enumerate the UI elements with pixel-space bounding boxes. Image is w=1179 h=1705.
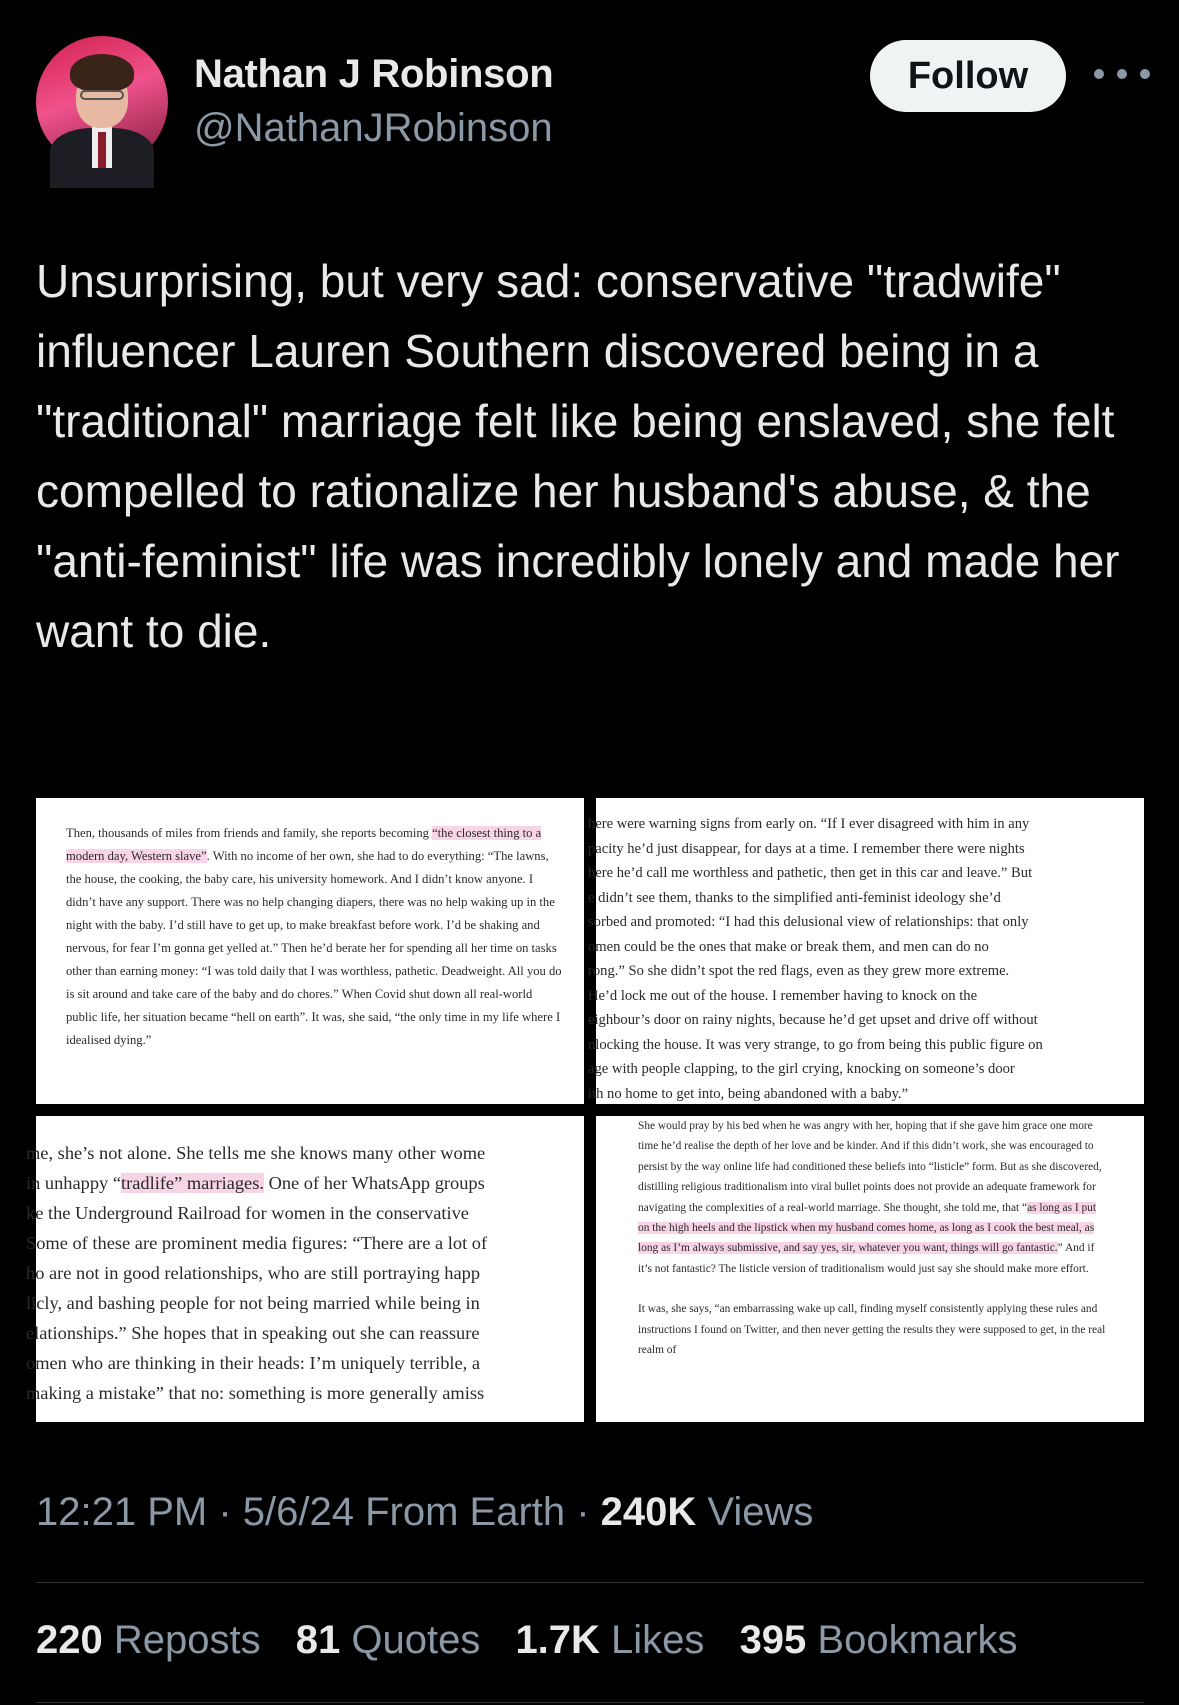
image-4-text: She would pray by his bed when he was angry with her, hoping that if she gave him grace one more time he’d realise the depth of her love and be kinder. And if this didn’t work, she was encouraged to persist by the way online life had conditioned these beliefs into “listicle” form. But as she discovered, distilling religious traditionalism into viral bullet points does not provide an adequate framework for navigating the complexities of a real-world marriage. She thought, she told me, that “as long as I put on the high heels and the lipstick when my husband comes home, as long as I cook the best meal, as long as I’m always submissive, and say yes, sir, whatever you want, things will go fantastic.” And if it’s not fantastic? The listicle version of traditionalism would just say she should make more effort. It was, she says, “an embarrassing wake up call, finding myself consistently applying these rules and instructions I found on Twitter, and then never getting the results they were supposed to get, in the real realm of	[638, 1120, 1106, 1357]
views-label: Views	[696, 1490, 814, 1534]
tweet-meta	[36, 1490, 813, 1535]
highlight: “the closest thing to a modern day, Western slave”	[66, 826, 542, 863]
quotes-stat[interactable]: 81 Quotes	[295, 1618, 481, 1662]
avatar[interactable]	[36, 36, 168, 168]
image-3-text: me, she’s not alone. She tells me she knows many other wome in unhappy “tradlife” marriages. One of her WhatsApp groups ke the Underground Railroad for women in the conservative Some of these are prominent media figures: “There are a lot of ho are not in good relationships, who are still portraying happ licly, and bashing people for not being married while being in elationships.” She hopes that in speaking out she can reassure omen who are thinking in their heads: I’m uniquely terrible, a making a mistake” that no: something is more generally amiss	[26, 1143, 488, 1403]
bookmarks-stat[interactable]: 395 Bookmarks	[739, 1618, 1018, 1662]
media-image-3[interactable]	[26, 1116, 584, 1422]
highlight: tradlife” marriages.	[121, 1173, 264, 1193]
media-image-2[interactable]	[588, 798, 1144, 1104]
more-options-icon[interactable]	[1094, 66, 1150, 82]
image-1-text: Then, thousands of miles from friends and family, she reports becoming “the closest thing to a modern day, Western slave”. With no income of her own, she had to do everything: “The lawns, the house, the cooking, the baby care, his university homework. And I didn’t know anyone. I didn’t have any support. There was no help changing diapers, there was no help waking up in the night with the baby. I’d still have to get up, to make breakfast before work. I’d be shaking and nervous, for fear I’m gonna get yelled at.” Then he’d berate her for spending all her time on tasks other than earning money: “I was told daily that I was worthless, pathetic. Deadweight. All you do is sit around and take care of the baby and do chores.” When Covid shut down all real-world public life, her situation became “hell on earth”. It was, she said, “the only time in my life where I idealised dying.”	[66, 826, 562, 1047]
author-handle[interactable]: @NathanJRobinson	[194, 106, 553, 150]
divider	[36, 1702, 1144, 1703]
engagement-stats	[36, 1618, 1041, 1663]
media-image-4[interactable]	[596, 1116, 1144, 1422]
highlight: as long as I put on the high heels and the lipstick when my husband comes home, as long as I cook the best meal, as long as I’m always submissive, and say yes, sir, whatever you want, things will go fantastic.	[638, 1201, 1097, 1255]
follow-button[interactable]: Follow	[870, 40, 1066, 112]
author-name[interactable]: Nathan J Robinson	[194, 52, 554, 96]
media-grid	[26, 798, 1144, 1422]
reposts-stat[interactable]: 220 Reposts	[36, 1618, 261, 1662]
media-image-1[interactable]	[36, 798, 584, 1104]
image-2-text: here were warning signs from early on. “If I ever disagreed with him in any pacity he’d just disappear, for days at a time. I remember there were nights here he’d call me worthless and pathetic, then get in this car and leave.” But e didn’t see them, thanks to the simplified anti-feminist ideology she’d sorbed and promoted: “I had this delusional view of relationships: that only omen could be the ones that make or break them, and men can do no rong.” So she didn’t spot the red flags, even as they grew more extreme. He’d lock me out of the house. I remember having to knock on the eighbour’s door on rainy nights, because he’d get upset and drive off without nlocking the house. It was very strange, to go from being this public figure on age with people clapping, to the girl crying, knocking on someone’s door ith no home to get into, being abandoned with a baby.”	[588, 816, 1043, 1102]
views-count: 240K	[600, 1490, 697, 1534]
likes-stat[interactable]: 1.7K Likes	[515, 1618, 705, 1662]
timestamp[interactable]: 12:21 PM · 5/6/24 From Earth ·	[36, 1490, 601, 1534]
tweet-header	[36, 36, 1143, 176]
divider	[36, 1582, 1144, 1583]
tweet-text: Unsurprising, but very sad: conservative "tradwife" influencer Lauren Southern discovered being in a "traditional" marriage felt like being enslaved, she felt compelled to rationalize her husband's abuse, & the "anti-feminist" life was incredibly lonely and made her want to die.	[36, 255, 1120, 657]
